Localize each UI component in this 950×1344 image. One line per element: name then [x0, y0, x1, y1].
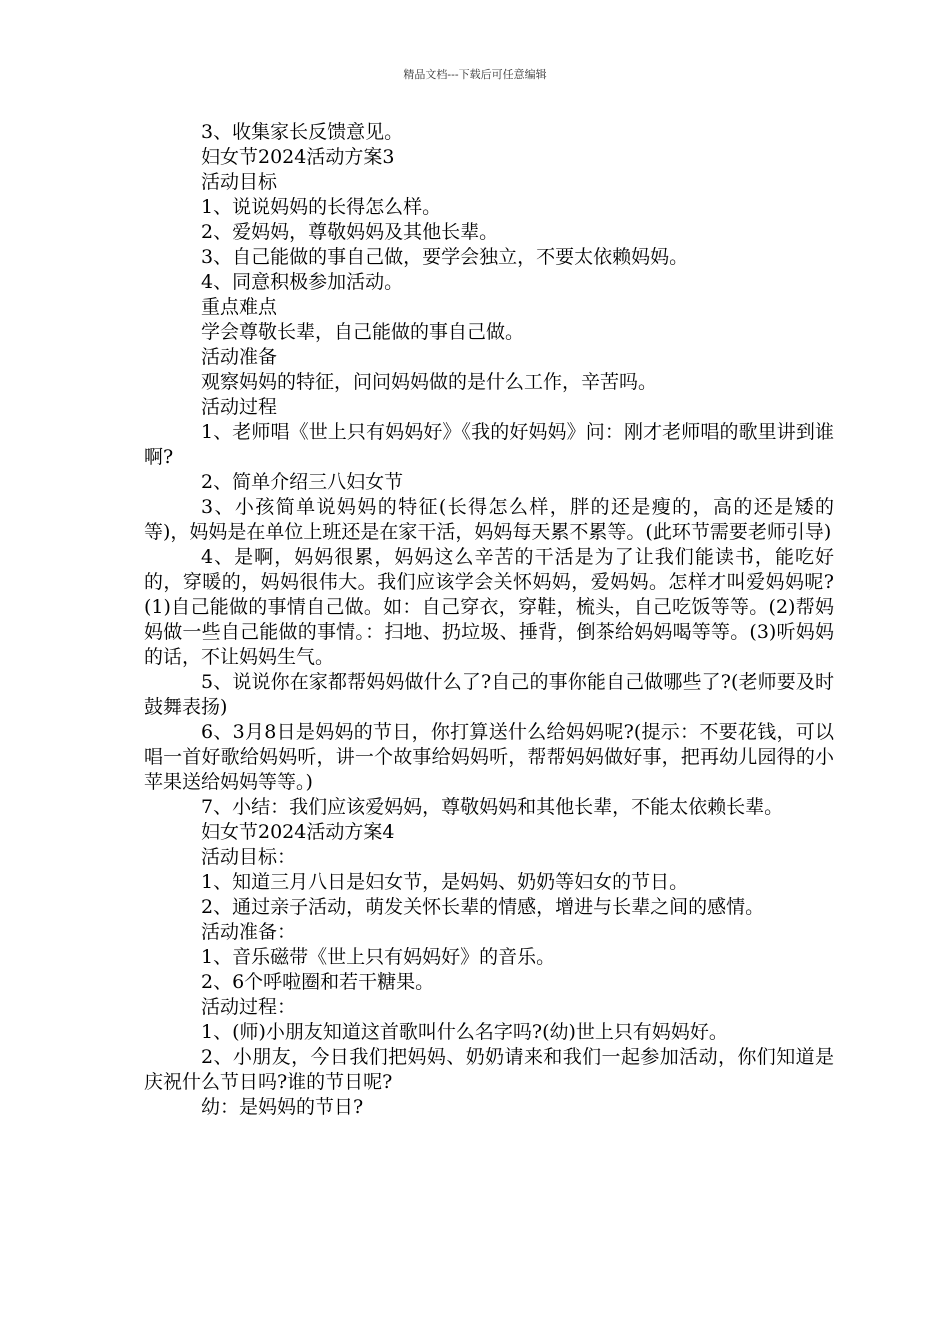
subheading: 活动准备： — [201, 921, 297, 943]
body-paragraph: 3、自己能做的事自己做，要学会独立，不要太依赖妈妈。 — [201, 246, 689, 268]
body-paragraph: 1、说说妈妈的长得怎么样。 — [201, 196, 442, 218]
body-paragraph: 1、(师)小朋友知道这首歌叫什么名字吗?(幼)世上只有妈妈好。 — [201, 1021, 728, 1043]
body-paragraph: 4、同意积极参加活动。 — [201, 271, 404, 293]
body-paragraph: 6、3月8日是妈妈的节日，你打算送什么给妈妈呢?(提示：不要花钱，可以唱一首好歌给妈妈听，讲一个故事给妈妈听，帮帮妈妈做好事，把再幼儿园得的小苹果送给妈妈等等。) — [144, 721, 834, 793]
subheading: 重点难点 — [201, 296, 278, 318]
body-paragraph: 观察妈妈的特征，问问妈妈做的是什么工作，辛苦吗。 — [201, 371, 658, 393]
body-paragraph: 2、简单介绍三八妇女节 — [201, 471, 404, 493]
body-paragraph: 4、是啊，妈妈很累，妈妈这么辛苦的干活是为了让我们能读书，能吃好的，穿暖的，妈妈很伟大。我们应该学会关怀妈妈，爱妈妈。怎样才叫爱妈妈呢?(1)自己能做的事情自己做。如：自己穿衣，穿鞋，梳头，自己吃饭等等。(2)帮妈妈做一些自己能做的事情。：扫地、扔垃圾、捶背，倒茶给妈妈喝等等。(3)听妈妈的话，不让妈妈生气。 — [144, 546, 834, 668]
subheading: 活动目标： — [201, 846, 297, 868]
body-paragraph: 7、小结：我们应该爱妈妈，尊敬妈妈和其他长辈，不能太依赖长辈。 — [201, 796, 784, 818]
body-paragraph: 5、说说你在家都帮妈妈做什么了?自己的事你能自己做哪些了?(老师要及时鼓舞表扬) — [144, 671, 834, 718]
body-paragraph: 学会尊敬长辈，自己能做的事自己做。 — [201, 321, 525, 343]
body-paragraph: 2、6个呼啦圈和若干糖果。 — [201, 971, 435, 993]
subheading: 活动目标 — [201, 171, 278, 193]
body-paragraph: 3、收集家长反馈意见。 — [201, 121, 404, 143]
section-title: 妇女节2024活动方案3 — [201, 146, 395, 168]
document-body — [144, 120, 834, 1120]
body-paragraph: 3、小孩简单说妈妈的特征(长得怎么样，胖的还是瘦的，高的还是矮的等)，妈妈是在单位上班还是在家干活，妈妈每天累不累等。(此环节需要老师引导) — [144, 496, 834, 543]
body-paragraph: 幼：是妈妈的节日? — [201, 1096, 364, 1118]
body-paragraph: 1、老师唱《世上只有妈妈好》《我的好妈妈》问：刚才老师唱的歌里讲到谁啊? — [144, 421, 834, 468]
subheading: 活动过程： — [201, 996, 297, 1018]
subheading: 活动准备 — [201, 346, 278, 368]
body-paragraph: 1、音乐磁带《世上只有妈妈好》的音乐。 — [201, 946, 556, 968]
body-paragraph: 2、爱妈妈，尊敬妈妈及其他长辈。 — [201, 221, 499, 243]
body-paragraph: 1、知道三月八日是妇女节，是妈妈、奶奶等妇女的节日。 — [201, 871, 689, 893]
page-header: 精品文档---下载后可任意编辑 — [403, 68, 547, 81]
body-paragraph: 2、小朋友，今日我们把妈妈、奶奶请来和我们一起参加活动，你们知道是庆祝什么节日吗?谁的节日呢? — [144, 1046, 834, 1093]
subheading: 活动过程 — [201, 396, 278, 418]
body-paragraph: 2、通过亲子活动，萌发关怀长辈的情感，增进与长辈之间的感情。 — [201, 896, 765, 918]
section-title: 妇女节2024活动方案4 — [201, 821, 395, 843]
